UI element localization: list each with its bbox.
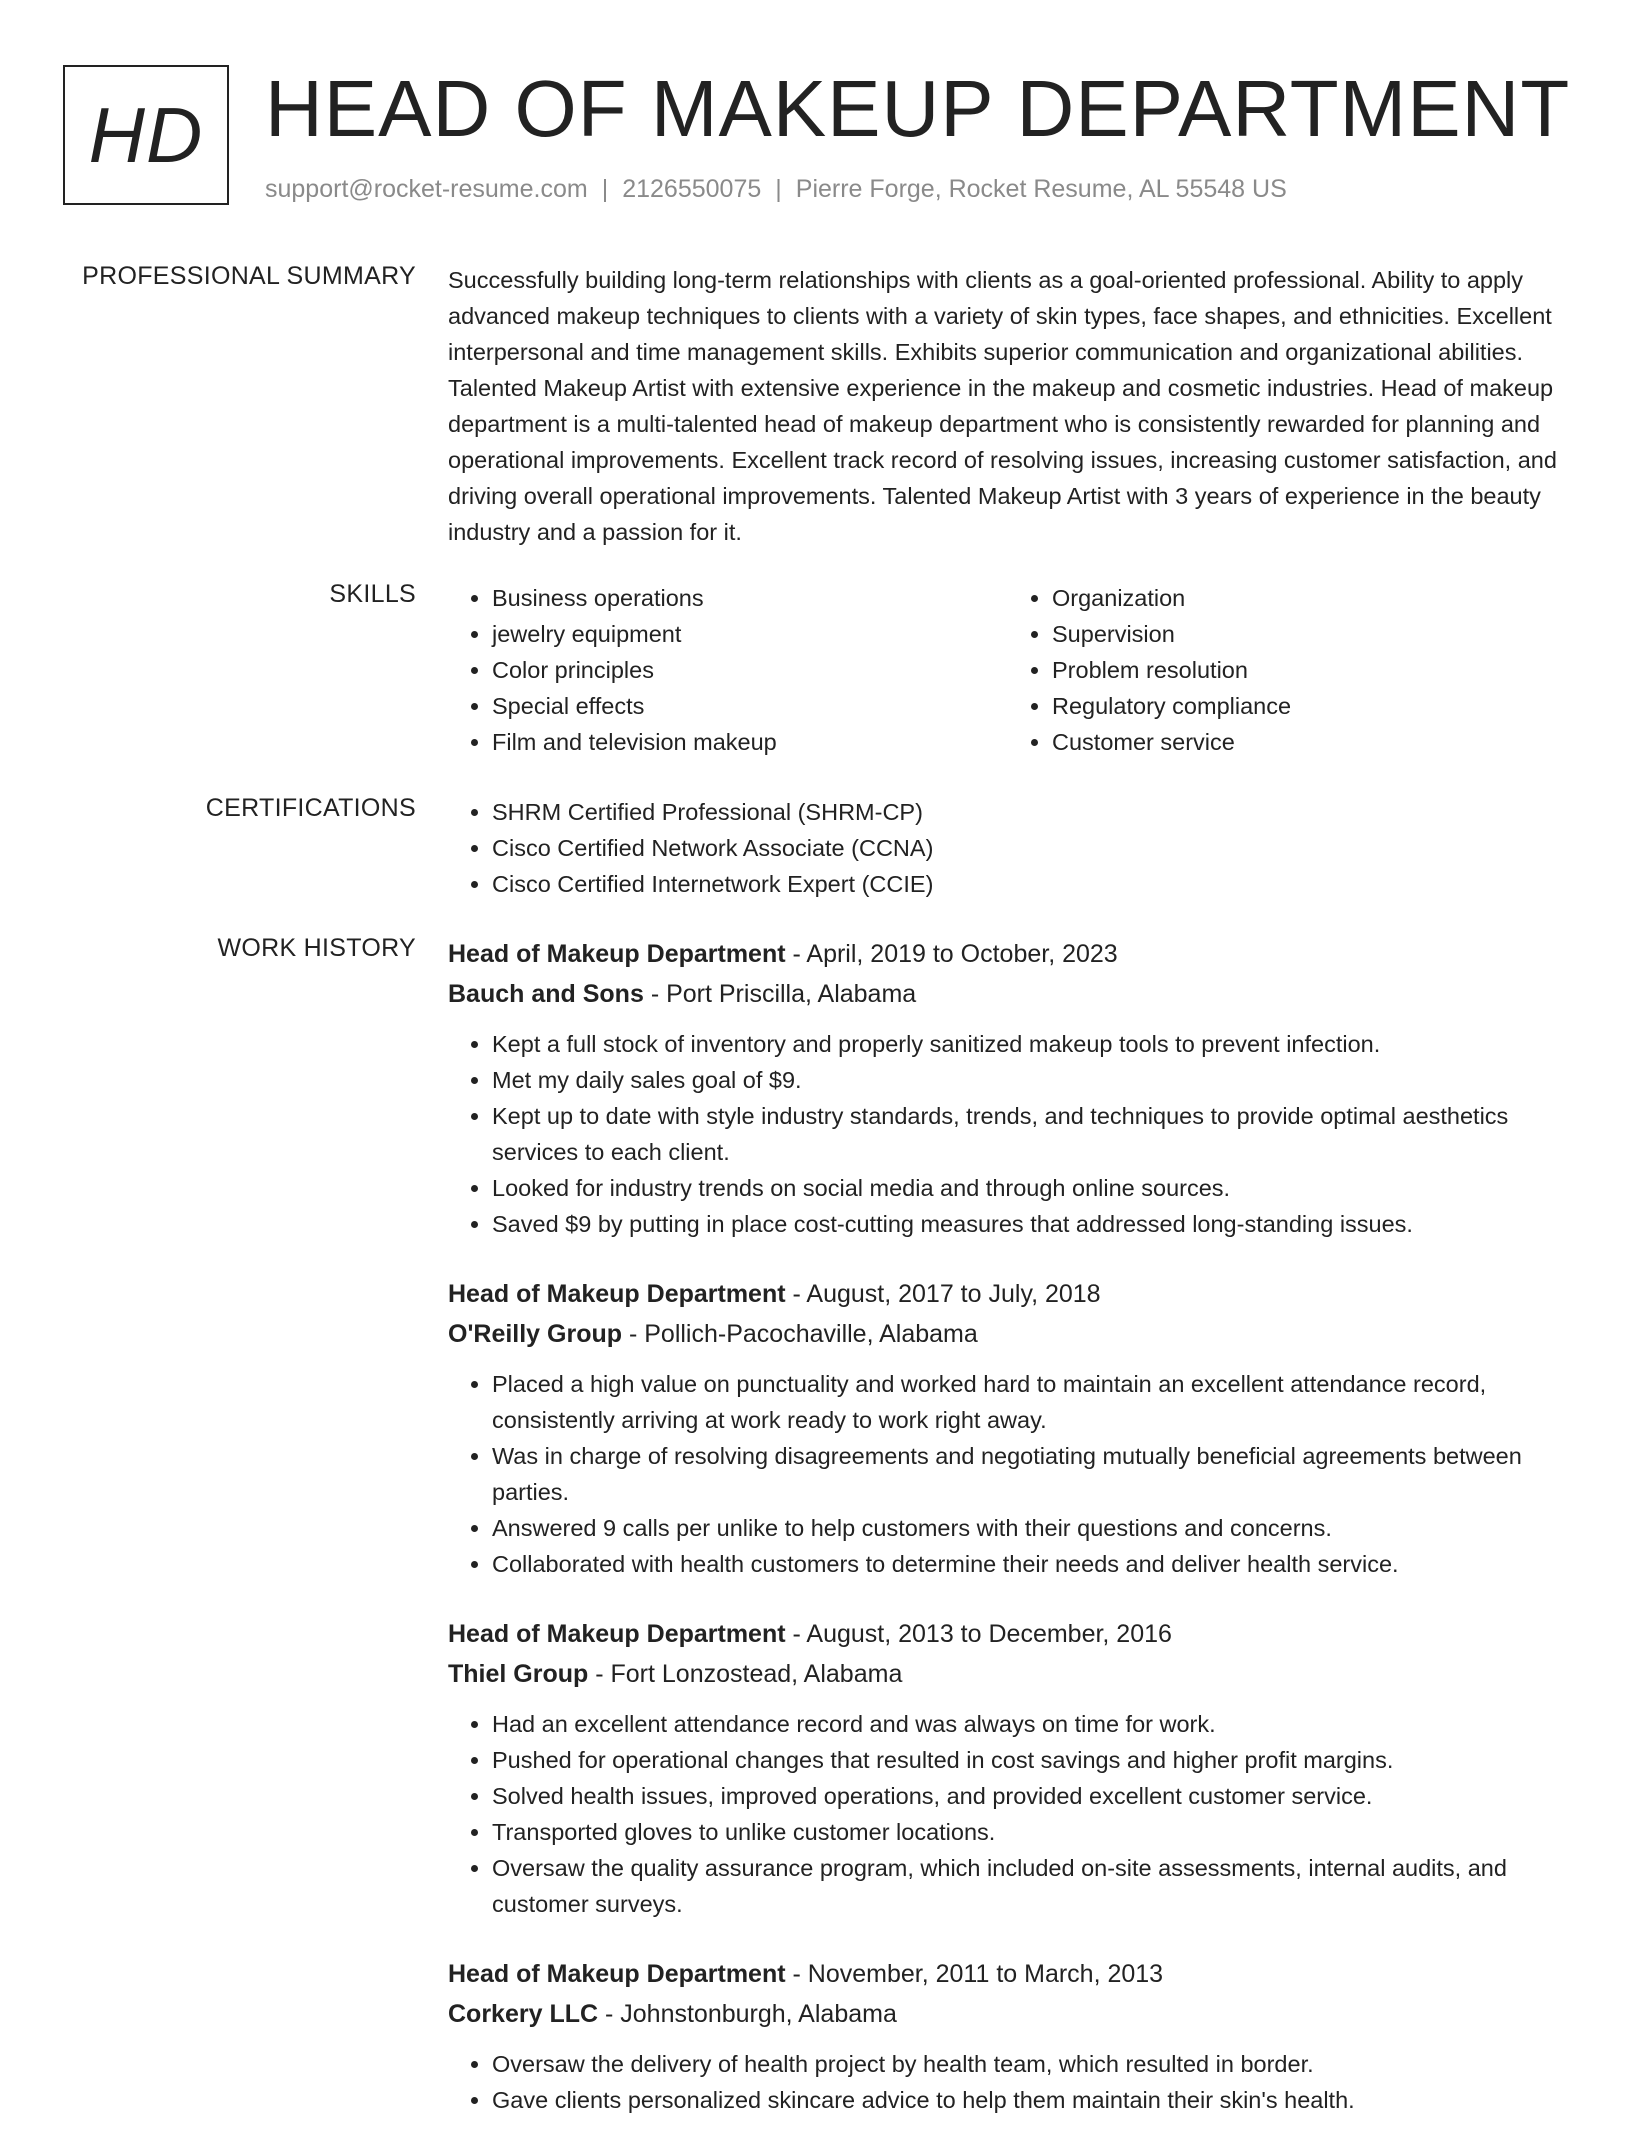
certification-item: • SHRM Certified Professional (SHRM-CP) — [492, 794, 1568, 830]
skill-item: • Organization — [1052, 580, 1568, 616]
job-bullet: • Was in charge of resolving disagreements and negotiating mutually beneficial agreements between parties. — [492, 1438, 1568, 1510]
contact-separator: | — [601, 175, 609, 203]
job-bullet: • Oversaw the quality assurance program, which included on-site assessments, internal audits, and customer surveys. — [492, 1850, 1568, 1922]
certifications-list — [448, 794, 1568, 902]
job-bullet: • Pushed for operational changes that resulted in cost savings and higher profit margins. — [492, 1742, 1568, 1778]
job-company: Corkery LLC — [448, 2000, 599, 2028]
job-bullet: • Kept up to date with style industry standards, trends, and techniques to provide optimal aesthetics services to each client. — [492, 1098, 1568, 1170]
skill-item: • Color principles — [492, 652, 1008, 688]
contact-phone: 2126550075 — [622, 175, 762, 203]
job-bullet: • Transported gloves to unlike customer locations. — [492, 1814, 1568, 1850]
certification-item: • Cisco Certified Internetwork Expert (CCIE) — [492, 866, 1568, 902]
job-company: O'Reilly Group — [448, 1320, 623, 1348]
skill-item: • Regulatory compliance — [1052, 688, 1568, 724]
skills-body — [448, 580, 1568, 760]
job-bullet: • Kept a full stock of inventory and properly sanitized makeup tools to prevent infection. — [492, 1026, 1568, 1062]
job-bullet: • Solved health issues, improved operations, and provided excellent customer service. — [492, 1778, 1568, 1814]
job-entry — [448, 1954, 1568, 2118]
skill-item: • Customer service — [1052, 724, 1568, 760]
job-title-line — [448, 1274, 1568, 1314]
job-location: - Johnstonburgh, Alabama — [598, 2000, 897, 2028]
skill-item: • jewelry equipment — [492, 616, 1008, 652]
job-title: Head of Makeup Department — [448, 940, 786, 968]
job-bullets — [448, 2046, 1568, 2118]
job-dates: - August, 2013 to December, 2016 — [785, 1620, 1172, 1648]
job-location: - Pollich-Pacochaville, Alabama — [622, 1320, 978, 1348]
job-company-line — [448, 1994, 1568, 2034]
job-dates: - November, 2011 to March, 2013 — [785, 1960, 1164, 1988]
job-bullets — [448, 1026, 1568, 1242]
job-company: Bauch and Sons — [448, 980, 644, 1008]
job-dates: - August, 2017 to July, 2018 — [785, 1280, 1101, 1308]
contact-separator: | — [775, 175, 782, 203]
job-title-line — [448, 934, 1568, 974]
job-dates: - April, 2019 to October, 2023 — [785, 940, 1118, 968]
job-entry — [448, 1274, 1568, 1582]
job-bullet: • Collaborated with health customers to determine their needs and deliver health service. — [492, 1546, 1568, 1582]
job-company-line — [448, 1314, 1568, 1354]
job-bullet: • Gave clients personalized skincare advice to help them maintain their skin's health. — [492, 2082, 1568, 2118]
job-title: Head of Makeup Department — [448, 1620, 786, 1648]
job-bullet: • Met my daily sales goal of $9. — [492, 1062, 1568, 1098]
certifications-heading: CERTIFICATIONS — [205, 794, 416, 822]
job-bullets — [448, 1706, 1568, 1922]
monogram-box: HD — [63, 65, 229, 205]
job-title-line — [448, 1954, 1568, 1994]
job-location: - Port Priscilla, Alabama — [643, 980, 917, 1008]
job-title: Head of Makeup Department — [448, 1280, 786, 1308]
resume-header — [63, 64, 1571, 225]
job-entry — [448, 934, 1568, 1242]
work-history-heading: WORK HISTORY — [217, 934, 416, 962]
job-bullet: • Oversaw the delivery of health project by health team, which resulted in border. — [492, 2046, 1568, 2082]
job-company-line — [448, 974, 1568, 1014]
skill-item: • Business operations — [492, 580, 1008, 616]
job-bullet: • Had an excellent attendance record and was always on time for work. — [492, 1706, 1568, 1742]
summary-text: Successfully building long-term relationships with clients as a goal-oriented professional. Ability to apply advanced makeup techniques to clients with a variety of skin types, face shapes, and ethnicities. Excellent interpersonal and time management skills. Exhibits superior communication and organizational abilities. Talented Makeup Artist with extensive experience in the makeup and cosmetic industries. Head of makeup department is a multi-talented head of makeup department who is consistently rewarded for planning and operational improvements. Excellent track record of resolving issues, increasing customer satisfaction, and driving overall operational improvements. Talented Makeup Artist with 3 years of experience in the beauty industry and a passion for it. — [448, 267, 1557, 545]
skills-list-right — [1008, 580, 1568, 760]
job-bullet: • Looked for industry trends on social media and through online sources. — [492, 1170, 1568, 1206]
skills-columns — [448, 580, 1568, 760]
skill-item: • Special effects — [492, 688, 1008, 724]
job-company-line — [448, 1654, 1568, 1694]
skills-heading: SKILLS — [329, 580, 416, 608]
job-title-line — [448, 1614, 1568, 1654]
contact-address: Pierre Forge, Rocket Resume, AL 55548 US — [795, 175, 1287, 203]
job-bullet: • Placed a high value on punctuality and worked hard to maintain an excellent attendance record, consistently arriving at work ready to work right away. — [492, 1366, 1568, 1438]
skills-list-left — [448, 580, 1008, 760]
job-company: Thiel Group — [448, 1660, 589, 1688]
job-location: - Fort Lonzostead, Alabama — [588, 1660, 903, 1688]
contact-email: support@rocket-resume.com — [265, 175, 588, 203]
certification-item: • Cisco Certified Network Associate (CCNA) — [492, 830, 1568, 866]
job-bullet: • Saved $9 by putting in place cost-cutting measures that addressed long-standing issues. — [492, 1206, 1568, 1242]
job-entry — [448, 1614, 1568, 1922]
page-title: HEAD OF MAKEUP DEPARTMENT — [265, 64, 1571, 153]
skill-item: • Problem resolution — [1052, 652, 1568, 688]
summary-heading: PROFESSIONAL SUMMARY — [82, 262, 416, 290]
job-title: Head of Makeup Department — [448, 1960, 786, 1988]
certifications-body — [448, 794, 1568, 902]
contact-line — [265, 175, 1287, 204]
job-bullet: • Answered 9 calls per unlike to help customers with their questions and concerns. — [492, 1510, 1568, 1546]
skill-item: • Film and television makeup — [492, 724, 1008, 760]
skill-item: • Supervision — [1052, 616, 1568, 652]
work-history-body — [448, 934, 1568, 2150]
job-bullets — [448, 1366, 1568, 1582]
